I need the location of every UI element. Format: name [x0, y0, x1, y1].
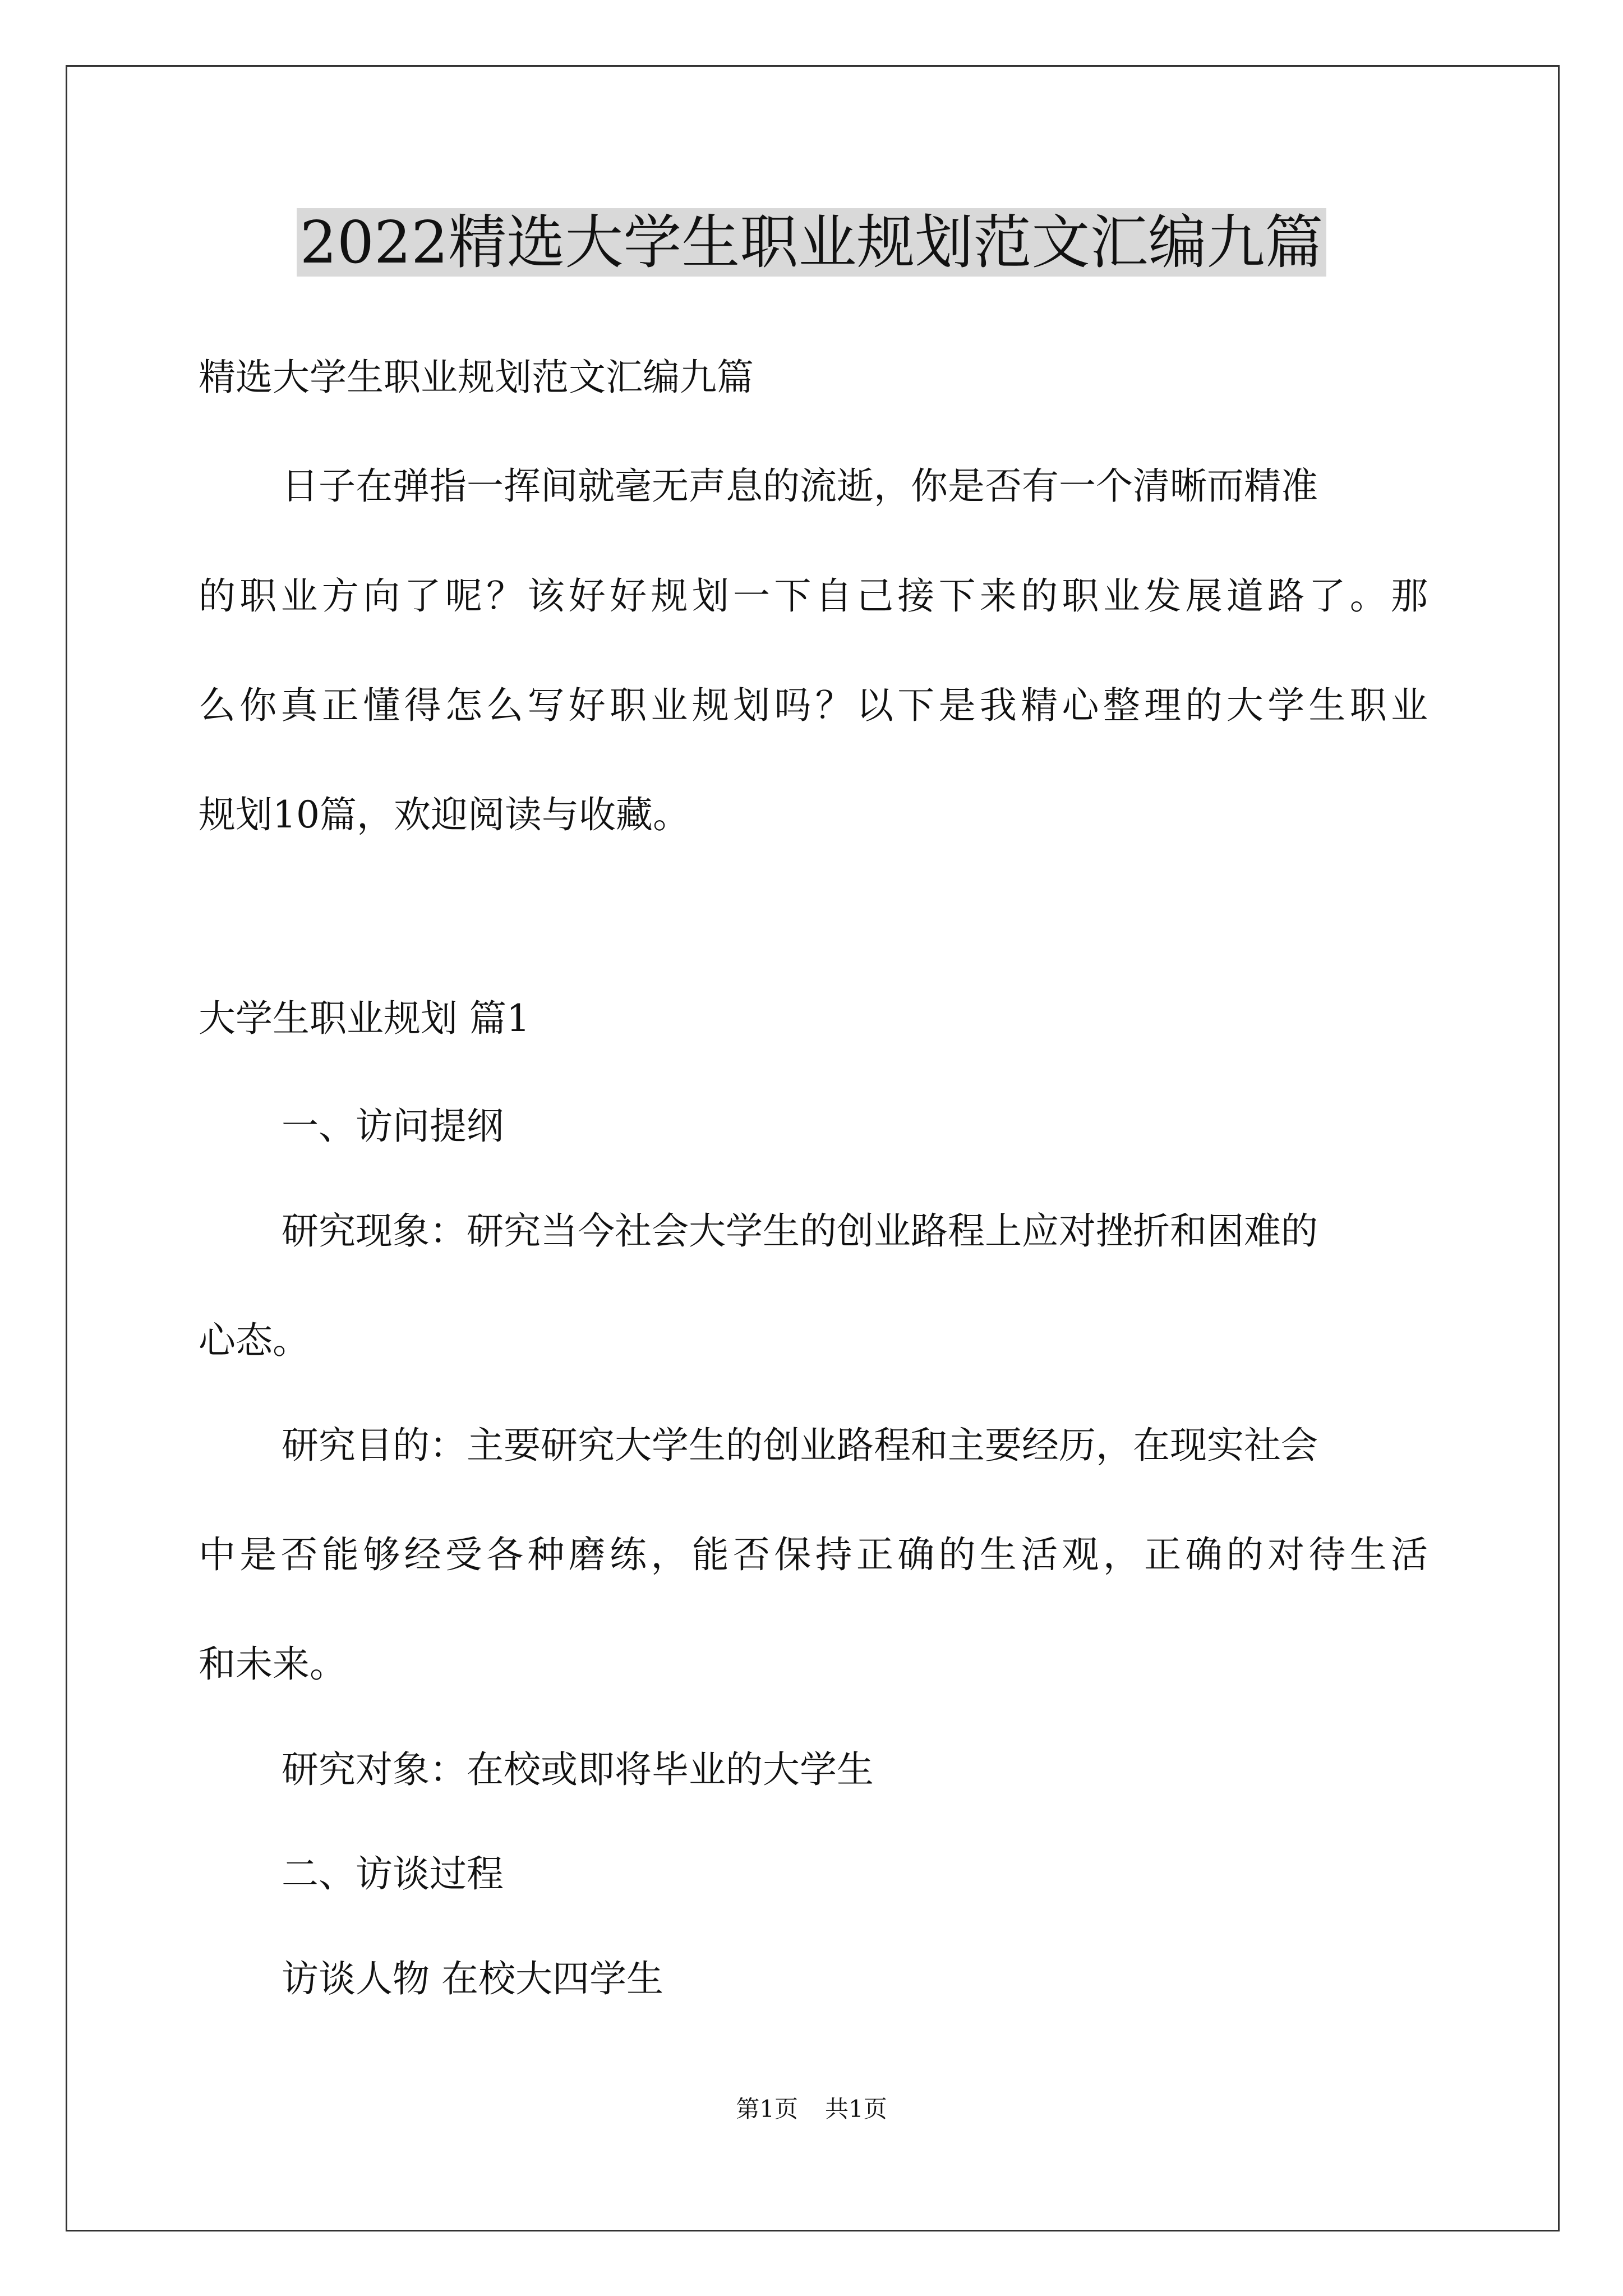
intro-line-2: 的职业方向了呢？该好好规划一下自己接下来的职业发展道路了。那 — [199, 574, 1428, 618]
interviewee-line: 访谈人物 在校大四学生 — [282, 1957, 663, 2000]
purpose-line-1: 研究目的：主要研究大学生的创业路程和主要经历，在现实社会 — [282, 1424, 1318, 1467]
phenomenon-line-1: 研究现象：研究当今社会大学生的创业路程上应对挫折和困难的 — [282, 1209, 1318, 1253]
subject-line: 研究对象：在校或即将毕业的大学生 — [282, 1748, 874, 1791]
section-heading: 大学生职业规划 篇1 — [199, 997, 530, 1040]
outline-heading: 一、访问提纲 — [282, 1105, 504, 1148]
page-current: 第1页 — [736, 2095, 798, 2123]
purpose-line-2: 中是否能够经受各种磨练，能否保持正确的生活观，正确的对待生活 — [199, 1533, 1428, 1576]
title-text: 2022精选大学生职业规划范文汇编九篇 — [297, 208, 1327, 277]
document-title — [0, 203, 1623, 282]
phenomenon-line-2: 心态。 — [199, 1319, 310, 1362]
process-heading: 二、访谈过程 — [282, 1852, 504, 1895]
purpose-line-3: 和未来。 — [199, 1642, 347, 1686]
page-total: 共1页 — [825, 2095, 887, 2123]
subtitle: 精选大学生职业规划范文汇编九篇 — [199, 356, 754, 399]
intro-line-3: 么你真正懂得怎么写好职业规划吗？以下是我精心整理的大学生职业 — [199, 684, 1428, 727]
page-footer — [0, 2092, 1623, 2126]
intro-line-1: 日子在弹指一挥间就毫无声息的流逝，你是否有一个清晰而精准 — [282, 464, 1318, 508]
intro-line-4: 规划10篇，欢迎阅读与收藏。 — [199, 793, 690, 836]
